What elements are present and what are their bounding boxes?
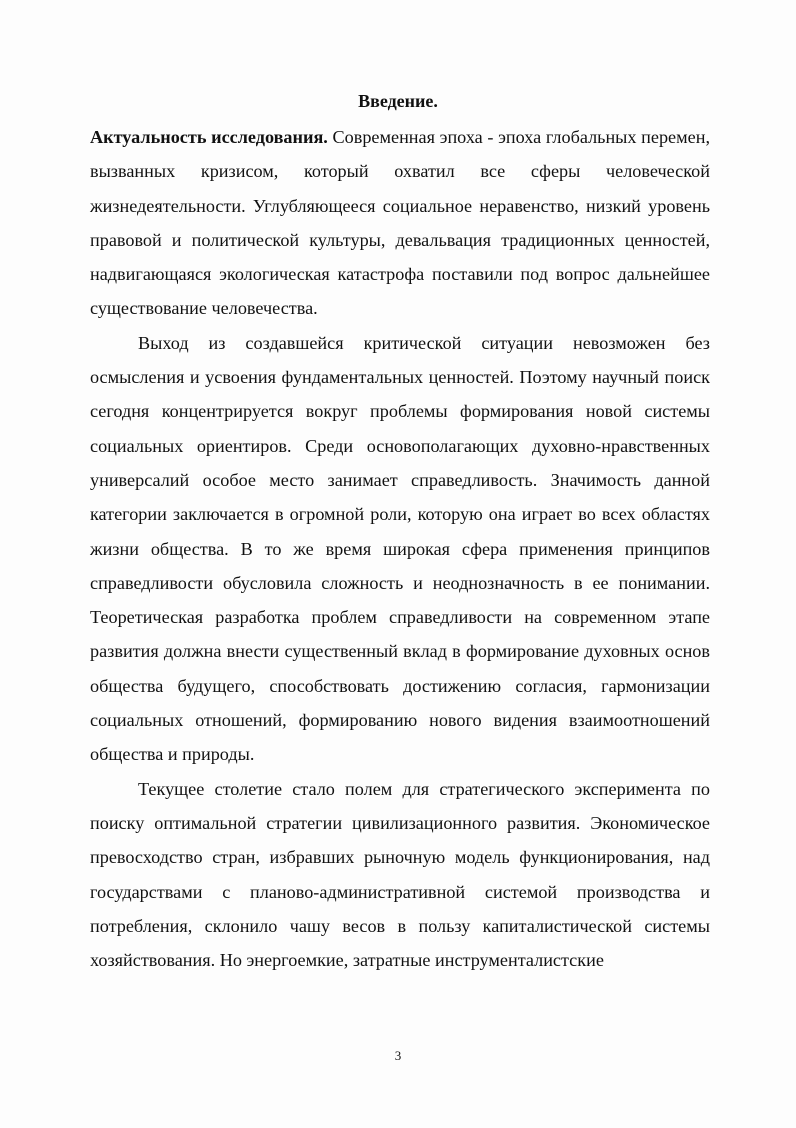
paragraph-current-century: Текущее столетие стало полем для стратегического эксперимента по поиску оптимальной стратегии цивилизационного развития. Экономическое превосходство стран, избравших рыночную модель функционирования, над государствами с планово-административной системой производства и потребления, склонило чашу весов в пользу капиталистической системы хозяйствования. Но энергоемкие, затратные инструменталистские <box>90 778 710 971</box>
page-title: Введение. <box>358 91 438 111</box>
paragraph-way-out: Выход из создавшейся критической ситуации невозможен без осмысления и усвоения фундаментальных ценностей. Поэтому научный поиск сегодня концентрируется вокруг проблемы формирования новой системы социальных ориентиров. Среди основополагающих духовно-нравственных универсалий особое место занимает справедливость. Значимость данной категории заключается в огромной роли, которую она играет во всех областях жизни общества. В то же время широкая сфера применения принципов справедливости обусловила сложность и неоднозначность в ее понимании. Теоретическая разработка проблем справедливости на современном этапе развития должна внести существенный вклад в формирование духовных основ общества будущего, способствовать достижению согласия, гармонизации социальных отношений, формированию нового видения взаимоотношений общества и природы. <box>90 332 710 765</box>
body-text <box>90 120 710 977</box>
paragraph-text: Современная эпоха - эпоха глобальных перемен, вызванных кризисом, который охватил все сферы человеческой жизнедеятельности. Углубляющееся социальное неравенство, низкий уровень правовой и политической культуры, девальвация традиционных ценностей, надвигающаяся экологическая катастрофа поставили под вопрос дальнейшее существование человечества. <box>90 127 710 319</box>
paragraph-relevance <box>90 120 710 326</box>
page-number: 3 <box>394 1048 402 1063</box>
paragraph-lead: Актуальность исследования. <box>90 127 328 147</box>
